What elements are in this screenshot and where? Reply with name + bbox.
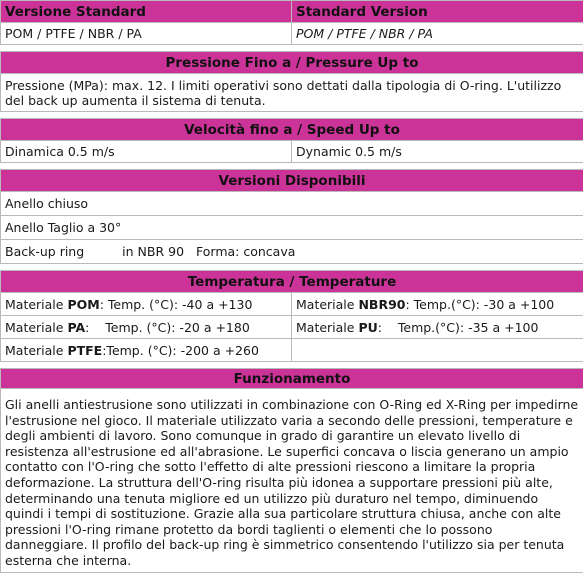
function-text: Gli anelli antiestrusione sono utilizzati in combinazione con O-Ring ed X-Ring per impedirne l'estrusione nel gioco. Il materiale utilizzato varia a secondo delle pressioni, temperature e degli ambienti di lavoro. Sono comunque in grado di garantire un elevato livello di resistenza all'estrusione ed all'abrasione. Le superfici concava o liscia generano un ampio contatto con l'O-ring che sotto l'effetto di alte pressioni riescono a limitare la propria deformazione. La struttura dell'O-ring risulta più idonea a supportare pressioni più alte, determinando una tenuta migliore ed un utilizzo più duraturo nel tempo, diminuendo quindi i tempi di sostituzione. Grazie alla sua particolare struttura chiusa, anche con alte pressioni l'O-ring rimane protetto da bordi taglienti o elementi che lo possono danneggiare. Il profilo del back-up ring è simmetrico consentendo l'utilizzo sia per tenuta esterna che interna.: [1, 389, 583, 573]
versions-header-row: [1, 170, 583, 192]
versions-row-2: [1, 216, 583, 240]
backup-ring-label: Back-up ring: [5, 244, 85, 259]
pressure-header: Pressione Fino a / Pressure Up to: [1, 52, 583, 74]
material-pa: PA: [67, 319, 86, 335]
material-nbr90: NBR90: [358, 296, 406, 312]
standard-version-value: POM / PTFE / NBR / PA: [292, 23, 583, 45]
version-closed-ring: Anello chiuso: [1, 192, 583, 216]
temp-empty-cell: [292, 339, 583, 362]
speed-right: Dynamic 0.5 m/s: [292, 141, 583, 163]
versions-row-1: [1, 192, 583, 216]
temperature-header-row: [1, 271, 583, 293]
version-standard-header: Versione Standard: [1, 1, 292, 23]
version-standard-value: POM / PTFE / NBR / PA: [1, 23, 292, 45]
speed-header-row: [1, 119, 583, 141]
standard-version-header: Standard Version: [292, 1, 583, 23]
temperature-header: Temperatura / Temperature: [1, 271, 583, 293]
backup-ring-material: in NBR 90: [122, 244, 185, 259]
version-header-row: [1, 1, 583, 23]
temp-pa: Materiale PA: Temp. (°C): -20 a +180: [1, 316, 292, 339]
material-pu: PU: [358, 319, 378, 335]
function-header-row: [1, 369, 583, 389]
temp-nbr90: Materiale NBR90: Temp.(°C): -30 a +100: [292, 293, 583, 316]
pressure-header-row: [1, 52, 583, 74]
version-cut-ring: Anello Taglio a 30°: [1, 216, 583, 240]
function-header: Funzionamento: [1, 369, 583, 389]
speed-header: Velocità fino a / Speed Up to: [1, 119, 583, 141]
pressure-row: [1, 74, 583, 112]
versions-header: Versioni Disponibili: [1, 170, 583, 192]
versions-row-3: [1, 240, 583, 264]
version-value-row: [1, 23, 583, 45]
speed-row: [1, 141, 583, 163]
backup-ring-shape: Forma: concava: [196, 244, 296, 259]
temp-ptfe: Materiale PTFE:Temp. (°C): -200 a +260: [1, 339, 292, 362]
speed-left: Dinamica 0.5 m/s: [1, 141, 292, 163]
temperature-row-2: [1, 316, 583, 339]
temp-pu: Materiale PU: Temp.(°C): -35 a +100: [292, 316, 583, 339]
function-row: [1, 389, 583, 573]
temp-pom: Materiale POM: Temp. (°C): -40 a +130: [1, 293, 292, 316]
material-pom: POM: [67, 296, 100, 312]
pressure-text: Pressione (MPa): max. 12. I limiti operativi sono dettati dalla tipologia di O-ring. L'utilizzo del back up aumenta il sistema di tenuta.: [1, 74, 583, 112]
temperature-row-3: [1, 339, 583, 362]
version-backup-ring: [1, 240, 583, 264]
material-ptfe: PTFE: [67, 342, 103, 358]
temperature-row-1: [1, 293, 583, 316]
